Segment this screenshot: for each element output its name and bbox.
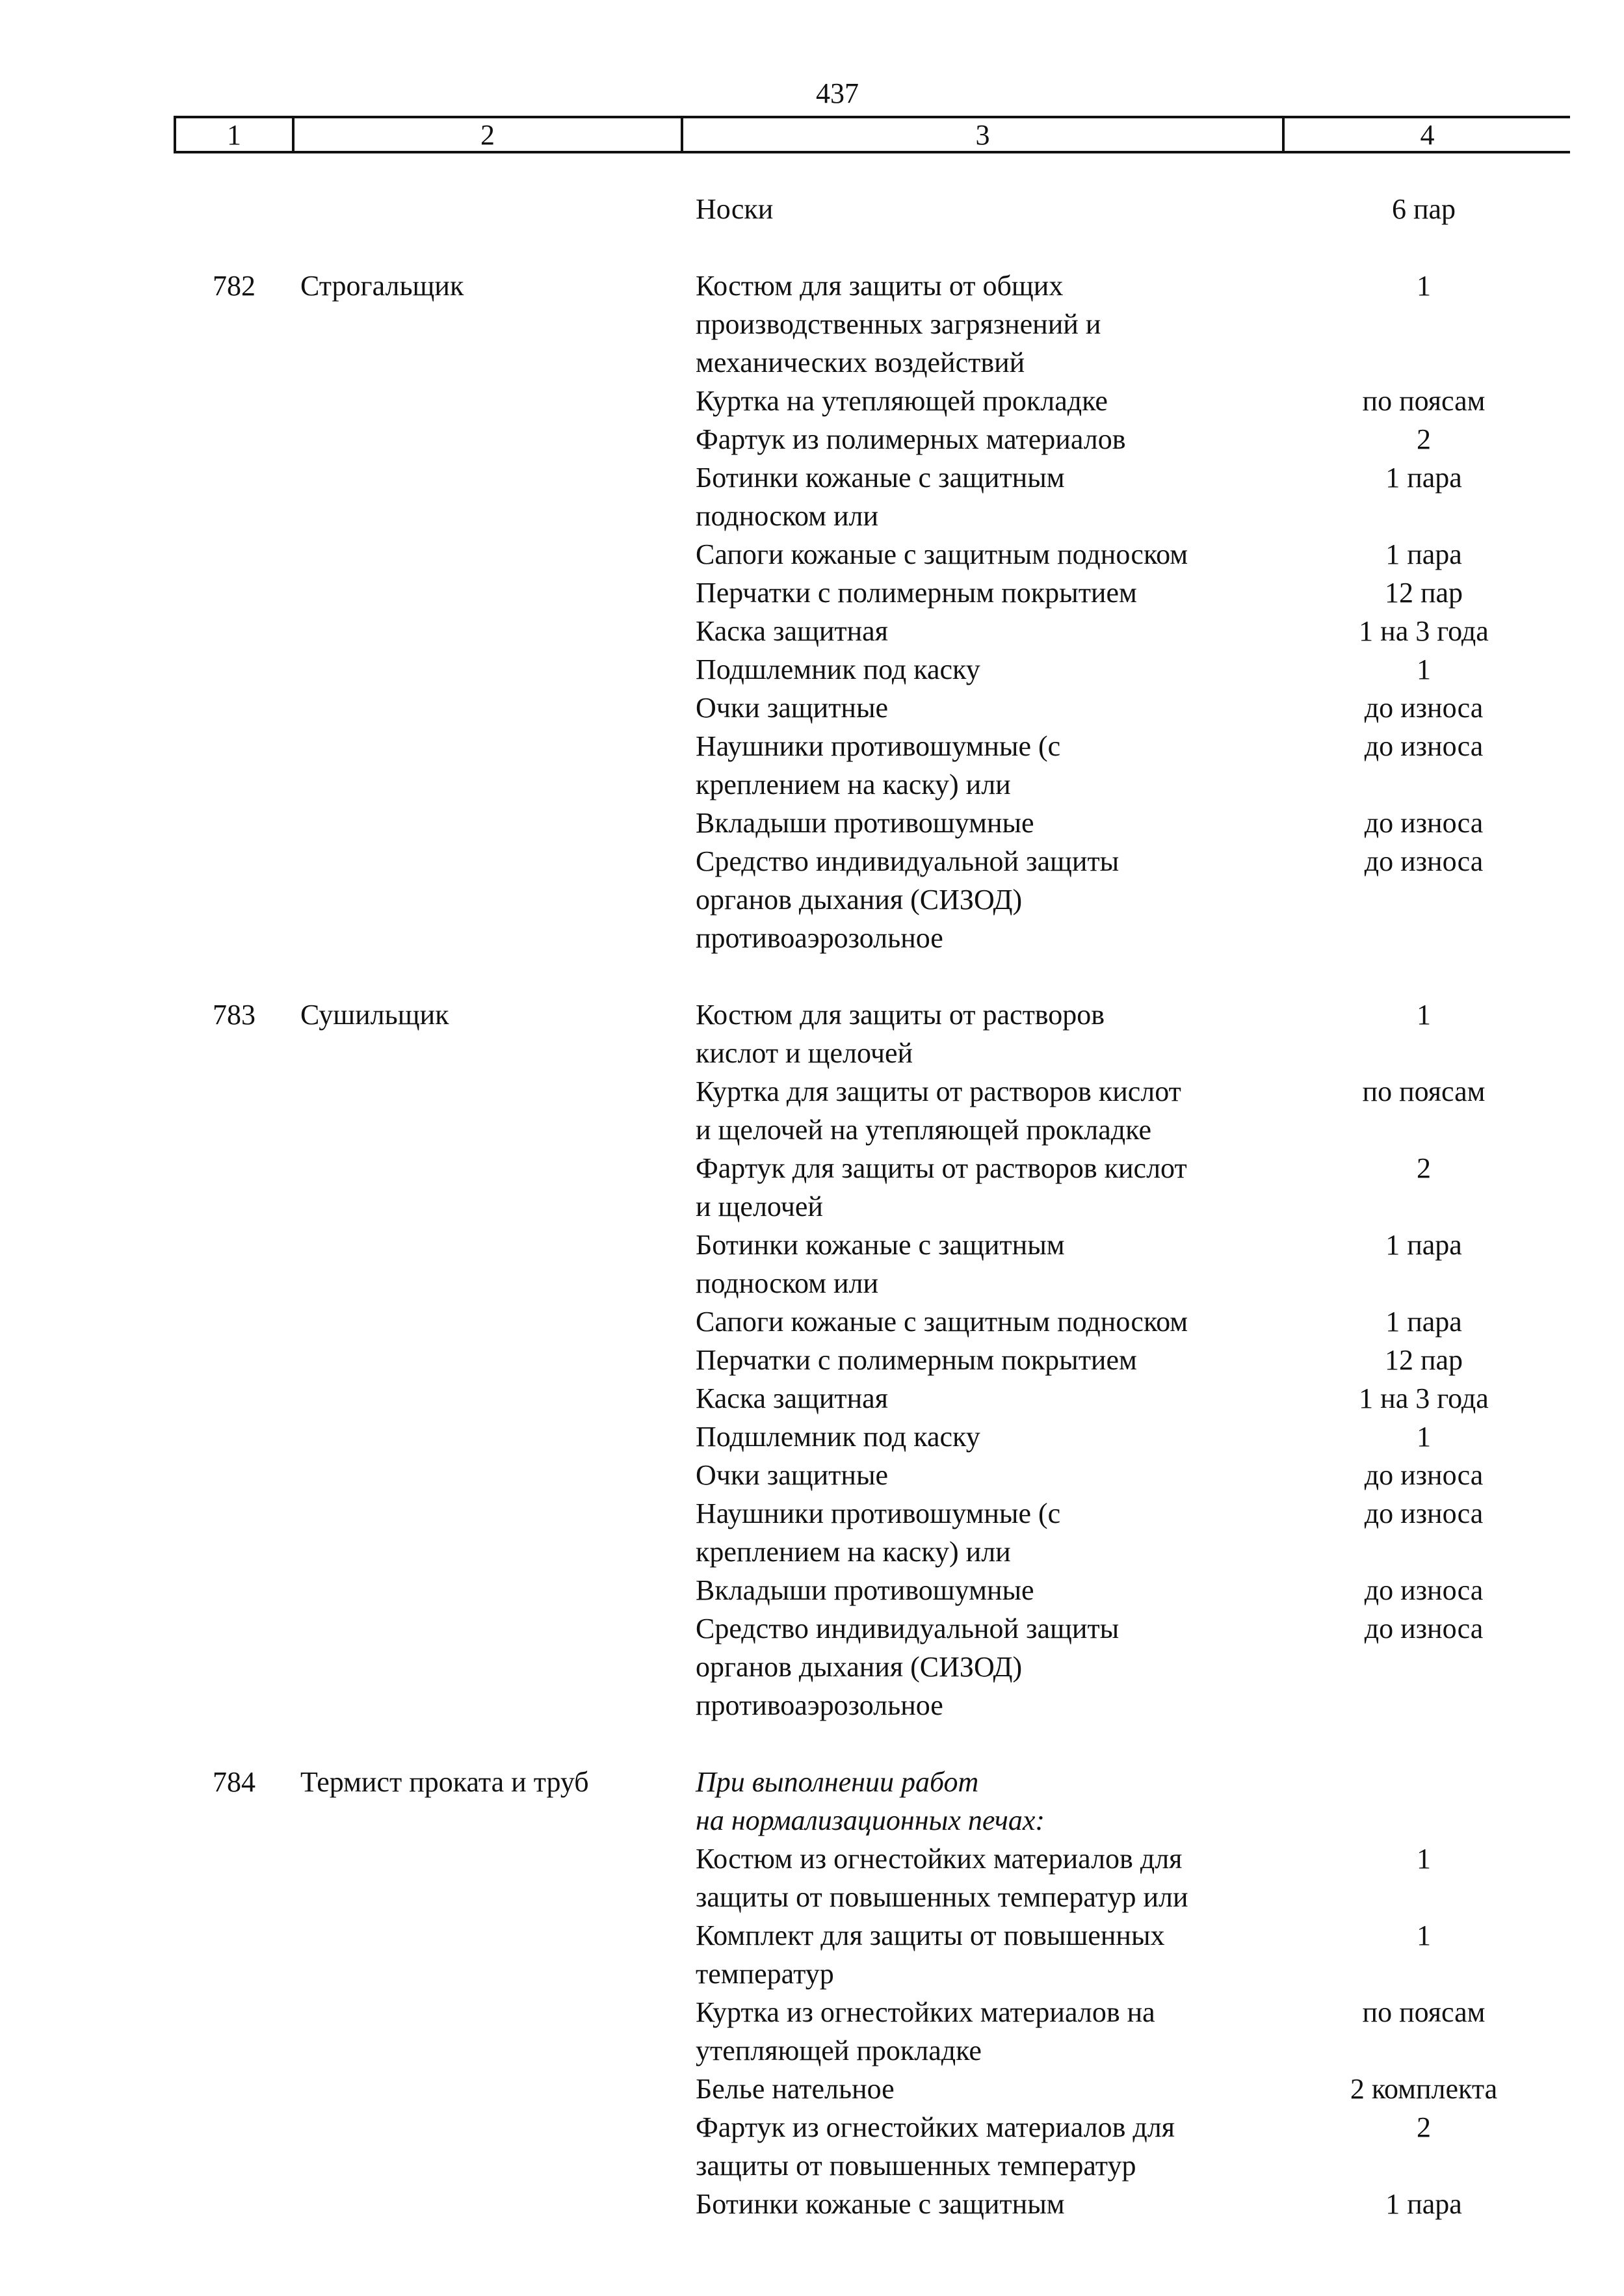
document-body xyxy=(0,190,1624,2223)
continued-entry xyxy=(0,190,1624,228)
item-list xyxy=(0,190,1624,228)
item-quantity: до износа xyxy=(1364,730,1484,762)
item-row xyxy=(0,1494,1624,1571)
entry-number: 783 xyxy=(213,999,255,1031)
page-number: 437 xyxy=(816,77,859,109)
item-row xyxy=(0,996,1624,1072)
item-name: Ботинки кожаные с защитным xyxy=(696,2188,1065,2220)
item-name: Фартук из огнестойких материалов для защиты от повышенных температур xyxy=(696,2111,1175,2182)
item-quantity: 1 пара xyxy=(1385,1229,1462,1261)
item-name: Носки xyxy=(696,193,774,225)
column-header-4: 4 xyxy=(1282,118,1570,151)
item-row xyxy=(0,1379,1624,1418)
item-quantity: 1 на 3 года xyxy=(1359,1382,1489,1414)
item-row xyxy=(0,1302,1624,1341)
profession-name: Строгальщик xyxy=(300,270,464,302)
item-list xyxy=(0,1763,1624,2223)
item-row xyxy=(0,612,1624,650)
item-name: Куртка на утепляющей прокладке xyxy=(696,385,1108,417)
profession-entry xyxy=(0,1763,1624,2223)
item-name: Перчатки с полимерным покрытием xyxy=(696,577,1137,609)
item-name: Вкладыши противошумные xyxy=(696,807,1034,839)
item-quantity: 1 пара xyxy=(1385,462,1462,494)
item-quantity: до износа xyxy=(1364,1459,1484,1491)
item-row xyxy=(0,267,1624,382)
item-name: Наушники противошумные (с креплением на каску) или xyxy=(696,730,1061,800)
item-quantity: 1 xyxy=(1417,653,1431,685)
item-row xyxy=(0,1149,1624,1226)
item-quantity: 1 xyxy=(1417,1920,1431,1951)
item-name: Подшлемник под каску xyxy=(696,653,980,685)
item-name: Очки защитные xyxy=(696,692,889,724)
column-header-2: 2 xyxy=(292,118,681,151)
item-quantity: до износа xyxy=(1364,1574,1484,1606)
item-row xyxy=(0,650,1624,689)
item-name: Костюм для защиты от общих производственных загрязнений и механических воздействий xyxy=(696,270,1101,378)
item-row xyxy=(0,382,1624,420)
item-row xyxy=(0,689,1624,727)
item-name: Фартук из полимерных материалов xyxy=(696,423,1126,455)
item-row xyxy=(0,420,1624,458)
item-name: Фартук для защиты от растворов кислот и щелочей xyxy=(696,1152,1187,1222)
profession-name: Термист проката и труб xyxy=(300,1766,589,1798)
item-name: Костюм из огнестойких материалов для защиты от повышенных температур или xyxy=(696,1843,1188,1913)
item-quantity: 1 xyxy=(1417,1843,1431,1875)
item-name: Сапоги кожаные с защитным подноском xyxy=(696,538,1188,570)
item-row xyxy=(0,2185,1624,2223)
item-quantity: 1 xyxy=(1417,270,1431,302)
item-row xyxy=(0,1341,1624,1379)
item-quantity: до износа xyxy=(1364,692,1484,724)
item-name: Перчатки с полимерным покрытием xyxy=(696,1344,1137,1376)
item-row xyxy=(0,574,1624,612)
item-quantity: 1 пара xyxy=(1385,1306,1462,1338)
profession-entry xyxy=(0,267,1624,957)
item-quantity: 1 xyxy=(1417,1421,1431,1453)
item-list xyxy=(0,996,1624,1724)
entry-number: 784 xyxy=(213,1766,255,1798)
column-header-row xyxy=(174,116,1570,153)
item-name: Очки защитные xyxy=(696,1459,889,1491)
item-list xyxy=(0,267,1624,957)
item-quantity: 2 xyxy=(1417,2111,1431,2143)
item-name: Средство индивидуальной защиты органов дыхания (СИЗОД) противоаэрозольное xyxy=(696,1613,1120,1721)
item-quantity: 2 комплекта xyxy=(1350,2073,1498,2105)
item-quantity: до износа xyxy=(1364,1613,1484,1644)
item-quantity: 2 xyxy=(1417,423,1431,455)
item-row xyxy=(0,727,1624,804)
item-row xyxy=(0,535,1624,574)
profession-name: Сушильщик xyxy=(300,999,449,1031)
item-row xyxy=(0,1916,1624,1993)
item-row xyxy=(0,1418,1624,1456)
item-quantity: по поясам xyxy=(1362,1075,1486,1107)
item-quantity: 1 пара xyxy=(1385,2188,1462,2220)
item-quantity: до износа xyxy=(1364,845,1484,877)
item-row xyxy=(0,1993,1624,2070)
condition-note: При выполнении работ на нормализационных печах: xyxy=(696,1766,1045,1836)
item-name: Белье нательное xyxy=(696,2073,895,2105)
item-row xyxy=(0,1072,1624,1149)
item-row xyxy=(0,1456,1624,1494)
entry-number: 782 xyxy=(213,270,255,302)
item-quantity: по поясам xyxy=(1362,385,1486,417)
item-name: Ботинки кожаные с защитным подноском или xyxy=(696,1229,1065,1299)
item-row xyxy=(0,1840,1624,1916)
item-quantity: до износа xyxy=(1364,807,1484,839)
item-name: Сапоги кожаные с защитным подноском xyxy=(696,1306,1188,1338)
item-row xyxy=(0,842,1624,957)
item-name: Средство индивидуальной защиты органов дыхания (СИЗОД) противоаэрозольное xyxy=(696,845,1120,954)
item-name: Вкладыши противошумные xyxy=(696,1574,1034,1606)
item-row xyxy=(0,1609,1624,1724)
item-name: Каска защитная xyxy=(696,615,888,647)
item-name: Каска защитная xyxy=(696,1382,888,1414)
item-row xyxy=(0,1571,1624,1609)
item-quantity: 12 пар xyxy=(1384,1344,1463,1376)
item-row xyxy=(0,1226,1624,1302)
item-row xyxy=(0,2108,1624,2185)
profession-entry xyxy=(0,996,1624,1724)
item-name: Наушники противошумные (с креплением на каску) или xyxy=(696,1498,1061,1568)
column-header-3: 3 xyxy=(681,118,1282,151)
item-name: Костюм для защиты от растворов кислот и щелочей xyxy=(696,999,1105,1069)
item-quantity: 1 на 3 года xyxy=(1359,615,1489,647)
item-name: Ботинки кожаные с защитным подноском или xyxy=(696,462,1065,532)
column-header-1: 1 xyxy=(174,118,292,151)
item-name: Комплект для защиты от повышенных температур xyxy=(696,1920,1165,1990)
item-row xyxy=(0,458,1624,535)
item-quantity: до износа xyxy=(1364,1498,1484,1529)
item-row xyxy=(0,2070,1624,2108)
item-quantity: 6 пар xyxy=(1391,193,1456,225)
item-row xyxy=(0,190,1624,228)
item-name: Куртка для защиты от растворов кислот и щелочей на утепляющей прокладке xyxy=(696,1075,1181,1146)
item-row xyxy=(0,804,1624,842)
item-name: Куртка из огнестойких материалов на утепляющей прокладке xyxy=(696,1996,1155,2066)
item-quantity: по поясам xyxy=(1362,1996,1486,2028)
item-quantity: 1 пара xyxy=(1385,538,1462,570)
item-quantity: 12 пар xyxy=(1384,577,1463,609)
item-quantity: 1 xyxy=(1417,999,1431,1031)
item-quantity: 2 xyxy=(1417,1152,1431,1184)
item-name: Подшлемник под каску xyxy=(696,1421,980,1453)
